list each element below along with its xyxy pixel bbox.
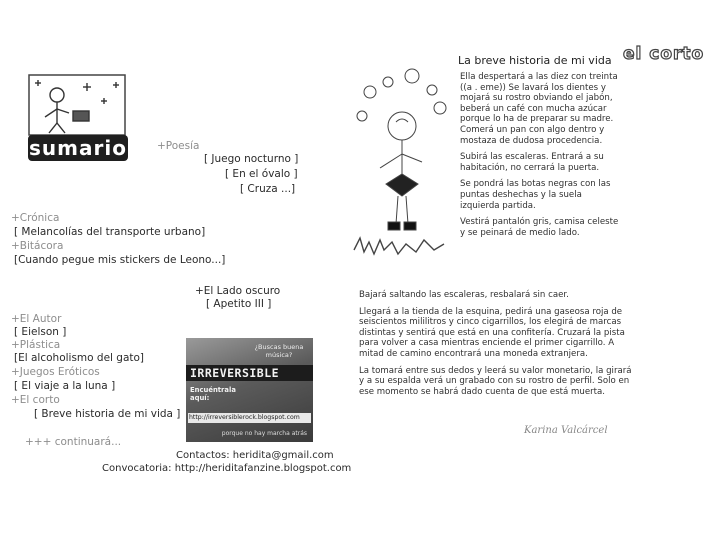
banner-brand: IRREVERSIBLE <box>190 366 280 380</box>
index-melancolias: [ Melancolías del transporte urbano] <box>14 226 206 238</box>
story-lower-text <box>359 290 635 403</box>
story-paragraph: Subirá las escaleras. Entrará a su habitación, no cerrará la puerta. <box>460 152 604 173</box>
story-paragraph: Ella despertará a las diez con treinta ((a . eme)) Se lavará los dientes y mojará su rostro obviando el jabón, beberá un café con mucha azúcar porque lo ha de preparar su madre. Comerá un pan con algo dentro y mostaza de dudosa procedencia. <box>460 72 618 146</box>
story-title: La breve historia de mi vida <box>458 54 612 67</box>
section-el-corto: el corto <box>623 44 705 64</box>
banner-tagline: porque no hay marcha atrás <box>221 430 307 437</box>
index-lado-oscuro: +El Lado oscuro <box>195 285 281 297</box>
index-stickers: [Cuando pegue mis stickers de Leono...] <box>14 254 226 266</box>
contactos-line: Contactos: heridita@gmail.com <box>176 450 334 461</box>
index-cruza: [ Cruza ...] <box>240 183 296 195</box>
index-alcoholismo: [El alcoholismo del gato] <box>14 352 145 364</box>
index-el-corto: +El corto <box>11 394 60 406</box>
index-juego-nocturno: [ Juego nocturno ] <box>204 153 299 165</box>
story-paragraph: La tomará entre sus dedos y leerá su valor monetario, la girará y a su espalda verá un grabado con su rostro de perfil. Solo en ese momento se habrá dado cuenta de que está muerta. <box>359 365 632 397</box>
story-illustration <box>352 64 452 260</box>
index-en-el-ovalo: [ En el óvalo ] <box>225 168 298 180</box>
banner-question: ¿Buscas buena música? <box>254 343 304 359</box>
author-signature: Karina Valcárcel <box>524 425 608 436</box>
sumario-logo: sumario <box>29 136 127 160</box>
convocatoria-line: Convocatoria: http://heriditafanzine.blogspot.com <box>102 463 352 474</box>
index-autor: +El Autor <box>11 313 62 325</box>
index-apetito: [ Apetito III ] <box>206 298 272 310</box>
index-juegos-eroticos: +Juegos Eróticos <box>11 366 100 378</box>
index-plastica: +Plástica <box>11 339 61 351</box>
irreversible-banner[interactable] <box>186 338 313 442</box>
story-paragraph: Se pondrá las botas negras con las puntas deshechas y la suela izquierda partida. <box>460 179 611 211</box>
banner-url[interactable]: http://irreversiblerock.blogspot.com <box>189 414 300 421</box>
story-paragraph: Bajará saltando las escaleras, resbalará sin caer. <box>359 290 569 300</box>
story-upper-text <box>460 72 623 244</box>
banner-encuentrala: Encuéntrala aquí: <box>190 386 236 402</box>
story-paragraph: Vestirá pantalón gris, camisa celeste y se peinará de medio lado. <box>460 217 619 238</box>
index-breve-historia: [ Breve historia de mi vida ] <box>34 408 181 420</box>
story-paragraph: Llegará a la tienda de la esquina, pedirá una gaseosa roja de seiscientos mililitros y cinco cigarrillos, los elegirá de marcas distintas y sentirá que está en una confitería. Cruzará la pista para volver a casa mientras enciende el primer cigarrillo. A mitad de camino encontrará una moneda extranjera. <box>359 306 625 359</box>
index-continuara: +++ continuará... <box>25 436 122 448</box>
index-viaje-luna: [ El viaje a la luna ] <box>14 380 116 392</box>
index-cronica: +Crónica <box>11 212 60 224</box>
index-poesia: +Poesía <box>157 140 200 152</box>
index-bitacora: +Bitácora <box>11 240 64 252</box>
index-eielson: [ Eielson ] <box>14 326 67 338</box>
